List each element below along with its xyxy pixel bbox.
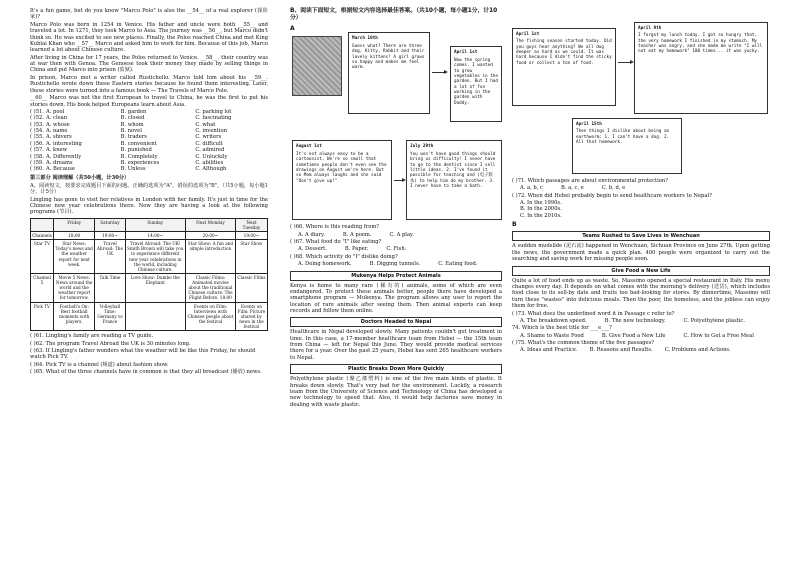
arrow-icon <box>432 72 446 73</box>
table-cell: Pick TV <box>31 302 54 331</box>
answer-options <box>512 200 770 219</box>
diary-entry-april-1-right <box>512 28 616 106</box>
answer-options <box>290 246 502 252</box>
table-cell: 14:00~ <box>125 232 185 240</box>
table-cell: Travel Abroad: The UK <box>95 240 125 274</box>
middle-column <box>290 8 502 409</box>
option-b: B. Unless <box>120 166 146 173</box>
option-c: C. In the 2010s. <box>520 212 562 219</box>
option-a: A. The breakdown speed. <box>520 317 587 324</box>
right-column <box>512 8 770 356</box>
option-a: A. Shame to Waste Food <box>520 332 584 339</box>
section-instructions: A、阅读短文，按要求完成题目下面的问题。正确的选项为"A"，错误的选项为"B"。（共5小题，每小题1分，计5分） <box>30 182 268 196</box>
diary-text: You won't have good things should bring us difficulty! I never have to go to the dentist since I sell little ideas. 2. I've found it possible for teaching and (电子版本) to help him do my brother. 3. I never have to take a bath. <box>410 151 496 189</box>
table-cell: Events on Film: Picture shared by news in the festival <box>235 302 267 331</box>
diary-date: April 15th <box>576 122 602 127</box>
option-a: A. whose <box>46 121 70 128</box>
earthworm-photo <box>292 36 342 96</box>
option-number: ( )54. <box>30 128 44 135</box>
option-a: A. A diary. <box>298 231 325 238</box>
option-b: B. Give Food a New Life <box>601 332 666 339</box>
diary-date: March 10th <box>352 36 378 42</box>
passage-text: A sudden mudslide (泥石流) happened in Wenchuan, Sichuan Province on June 27th. Upon getting the news, the government made a quick plan. 400 people were organized to carry out the searching and saving work for missing people soon. <box>512 243 770 263</box>
question: ( )63. If Lingling's father wonders what the weather will be like this Friday, he should watch Pick TV. <box>30 347 256 361</box>
option-a: A. shivers <box>46 134 72 141</box>
option-c: C. admired <box>195 147 225 154</box>
table-row <box>31 273 268 302</box>
passage-text: Kenya is home to many rare (稀有的) animals, some of which are even endangered. To protect these animals better, people there have developed a smartphone program — Mukenya. The program allows any user to report the location of rare animals after seeing them. Then animal experts can keep records and follow them online. <box>290 282 502 314</box>
passage-title: Teams Rushed to Save Lives in Wenchuan <box>512 231 770 241</box>
table-cell: Love Show: Dumbo the Elephant <box>125 273 185 302</box>
diary-text: It's not always easy to be a cartoonist. We're so small that sometimes people don't even see the drawings on August we're here. But so Mom always laughs and she said "Don't give up!" <box>296 151 387 184</box>
option-number: ( )59. <box>30 159 44 166</box>
passage-letter-a: A <box>290 25 295 33</box>
cloze-paragraph-4: __60__ Marco was not the first European to travel to China, he was the first to put his stories down. His book helped Europeans learn about Asia. <box>30 95 268 108</box>
answer-options <box>512 318 770 324</box>
comic-row-right-bottom <box>512 118 770 178</box>
question: 74. Which is the best title for ___e___? <box>512 325 612 332</box>
option-b: B. Completely <box>120 153 158 160</box>
option-c: C. difficult <box>195 140 223 147</box>
diary-text: I forgot my lunch today. I got so hungry that, the very homework I finished in my stomach. My teacher was angry, and she made me write "I will not eat my homework" 100 times... it was yucky. <box>638 33 763 55</box>
option-a: A. dreams <box>46 159 73 166</box>
answer-options <box>512 333 770 339</box>
table-cell: Star Show <box>235 240 267 274</box>
table-cell: Volleyball Time: Germany vs France <box>95 302 125 331</box>
option-number: ( )55. <box>30 134 44 141</box>
option-a: A. a, b, c <box>520 185 543 192</box>
cloze-options <box>30 109 268 172</box>
question: ( )75. What's the common theme of the five passages? <box>512 339 655 346</box>
option-number: ( )53. <box>30 121 44 128</box>
diary-entry-april-15 <box>572 118 682 174</box>
answer-options <box>290 232 502 238</box>
table-cell: Star News: Today's news and the weather report for next week. <box>53 240 94 274</box>
diary-text: Guess what? There are three dog, Kitty, Rabbit and their lovely kittens! A girl grows so happy and makes me feel warm. <box>352 43 425 71</box>
table-cell: 20:00~ <box>185 232 235 240</box>
question: ( )67. What food do "I" like eating? <box>290 239 382 246</box>
table-cell: Classic Films: Animated movies about the traditional Chinese culture. The Flight Before, 18:00 <box>185 273 235 302</box>
option-c: C. invention <box>195 128 227 135</box>
option-a: A. Doing homework. <box>298 261 352 268</box>
question: ( )71. Which passages are about environmental protection? <box>512 178 668 184</box>
option-b: B. a, c, e <box>560 185 584 192</box>
option-b: B. The new technology. <box>604 317 666 324</box>
answer-options <box>512 347 770 353</box>
option-c: C. abilities <box>195 159 224 166</box>
option-b: B. whom <box>120 121 144 128</box>
option-number: ( )60. <box>30 166 44 173</box>
table-cell: Events on Film: Interviews with Chinese people about the festival <box>185 302 235 331</box>
table-cell <box>125 302 185 331</box>
section-heading-b: B、阅读下面短文，根据短文内容选择最佳答案。（共10小题，每小题1分，计10分） <box>290 8 498 22</box>
option-a: A. knew <box>46 147 68 154</box>
diary-date: April 1st <box>454 50 478 56</box>
option-number: ( )57. <box>30 147 44 154</box>
table-header <box>31 218 54 231</box>
question: ( )62. The program Travel Abroad the UK is 30 minutes long. <box>30 340 191 347</box>
diary-entry-august <box>292 140 392 220</box>
passage-title: Plastic Breaks Down More Quickly <box>290 364 502 374</box>
diary-entry-july <box>406 140 502 220</box>
option-b: B. closed <box>120 115 145 122</box>
option-b: B. novel <box>120 128 142 135</box>
option-c: C. How to Get a Free Meal <box>683 332 754 339</box>
table-cell: Star TV <box>31 240 54 274</box>
question: ( )65. What of the three channels have in common is that they all broadcast (播放) news. <box>30 368 262 375</box>
option-c: C. b, d, e <box>601 185 626 192</box>
table-row <box>31 232 268 240</box>
question: ( )73. What does the underlined word it in Passage c refer to? <box>512 310 675 317</box>
option-b: B. traders <box>120 134 147 141</box>
table-cell: 18:00 <box>53 232 94 240</box>
option-b: B. In the 2000s. <box>520 206 562 213</box>
passage-text: Healthcare in Nepal developed slowly. Many patients couldn't get treatment in time. In this case, a 17-member healthcare team from Hebei — the 15th team from China — left for Nepal this June. They would provide medical services there for a year. Over the past 25 years, Hebei has sent 265 healthcare workers to Nepal. <box>290 329 502 361</box>
question: ( )64. Pick TV is a channel (频道) about fashion show. <box>30 361 169 368</box>
table-header: Next Monday <box>185 218 235 231</box>
table-header: Saturday <box>95 218 125 231</box>
option-b: B. experiences <box>120 159 160 166</box>
option-c: C. Problems and Actions. <box>664 347 731 354</box>
diary-date: April 9th <box>638 26 662 31</box>
table-row <box>31 240 268 274</box>
question: ( )68. Which activity do "I" dislike doing? <box>290 253 398 260</box>
left-column <box>30 8 268 376</box>
option-number: ( )52. <box>30 115 44 122</box>
option-c: C. fascinating <box>195 115 232 122</box>
diary-entry-april-9 <box>634 22 768 114</box>
table-header-row <box>31 218 268 231</box>
diary-date: April 1st <box>516 32 540 37</box>
tv-guide-table <box>30 218 268 331</box>
diary-entry-april-1 <box>450 46 502 122</box>
table-cell: Channel 5 <box>31 273 54 302</box>
passage-title: Give Food a New Life <box>512 266 770 276</box>
diary-entry-march <box>348 32 430 114</box>
option-b: B. garden <box>120 109 147 116</box>
option-c: C. Although <box>195 166 227 173</box>
table-row <box>31 302 268 331</box>
option-c: C. writers <box>195 134 222 141</box>
option-b: B. punished <box>120 147 152 154</box>
diary-text: Then things I dislike about being an earthworm: 1. I can't have a dog. 2. All that homework. <box>576 129 670 146</box>
comic-row-top <box>290 32 502 140</box>
table-cell: Star Show: A fun and simple introduction <box>185 240 235 274</box>
option-a: A. In the 1990s. <box>520 200 562 207</box>
passage-title: Mukenya Helps Protect Animals <box>290 271 502 281</box>
cloze-paragraph-2: After living in China for 17 years, the Polos returned to Venice. __58__, their country was at war then with Genoa. The Genoese took their money they made by selling things in China and put Marco into prison (监狱). <box>30 54 268 74</box>
option-a: A. clean <box>46 115 68 122</box>
passage-letter-b: B <box>512 221 517 229</box>
arrow-icon <box>394 180 404 181</box>
tv-guide-intro: Lingling has gone to visit her relatives in London with her family. It's just in time for the Chinese new year celebrations there. Now they are having a look at the following programs (节目). <box>30 196 268 216</box>
table-cell: Football's On: Best football moments with players. <box>53 302 94 331</box>
comic-row-right-top <box>512 22 770 118</box>
cloze-paragraph-1: Marco Polo was born in 1254 in Venice. His father and uncle were both __55__ and traveled a lot. In 1271, they took Marco to Asia. The journey was __56__, but Marco didn't think so. He was excited to see new places. Finally, the Polos reached China and met King Kublai Khan who __57__ Marco and asked him to work for him. Because of this job, Marco learned a lot about Chinese culture. <box>30 21 268 54</box>
diary-text: Now the spring comes. I wanted to grow vegetables in the garden. But I had a lot of fun working in the garden with Daddy. <box>454 57 498 106</box>
section-heading: 第三部分 阅读理解（共50小题，计30分） <box>30 174 130 181</box>
answer-options <box>290 261 502 267</box>
option-number: ( )51. <box>30 109 44 116</box>
table-header: Sunday <box>125 218 185 231</box>
table-header: Next Tuesday <box>235 218 267 231</box>
option-c: C. parking lot <box>195 109 232 116</box>
cloze-intro: It's a fun game, but do you know "Marco Polo" is also the __54__ of a real explorer (探险家)? <box>30 8 268 21</box>
cloze-paragraph-3: In prison, Marco met a writer called Rustichello. Marco told him about his __59__. Rustichello wrote down these Eastern stories because he found them interesting. Later, these stories were turned into a famous book — The Travels of Marco Polo. <box>30 75 268 94</box>
option-a: A. Dessert. <box>298 246 327 253</box>
option-c: C. what <box>195 121 216 128</box>
question: ( )61. Lingling's family are reading a TV guide. <box>30 333 154 340</box>
option-a: A. pool <box>46 109 65 116</box>
option-a: A. Differently <box>46 153 82 160</box>
option-b: B. Reasons and Results. <box>589 347 653 354</box>
passage-text: Polyethylene plastic (聚乙烯塑料) is one of the five main kinds of plastic. It breaks down slowly. That's very bad for the environment. Luckily, a research team from the University of Science and Technology of China has developed a new technology to speed that. Also, it would help factories save money in dealing with waste plastic. <box>290 376 502 408</box>
option-c: C. A play. <box>389 231 414 238</box>
option-c: C. Eating food. <box>438 261 478 268</box>
answer-options <box>512 185 770 191</box>
table-cell: Channels <box>32 233 52 239</box>
option-b: B. Paper. <box>344 246 369 253</box>
option-a: A. Because <box>46 166 75 173</box>
option-a: A. Ideas and Practice. <box>520 347 578 354</box>
table-cell: Movie 5 News: News around the world and the weather report for tomorrow. <box>53 273 94 302</box>
option-b: B. Digging tunnels. <box>369 261 421 268</box>
table-header: Friday <box>53 218 94 231</box>
option-number: ( )58. <box>30 153 44 160</box>
question: ( )72. When did Hebei probably begin to send healthcare workers to Nepal? <box>512 192 712 199</box>
option-a: A. interesting <box>46 140 82 147</box>
question: ( )66. Where is this reading from? <box>290 224 380 231</box>
diary-text: The fishing season started today. Did you guys hear anything? We all dug deeper as hard as we could. It was hard because I didn't find the sticky food or collect a ton of food. <box>516 39 612 66</box>
option-c: C. Fish. <box>386 246 407 253</box>
option-a: A. name <box>46 128 68 135</box>
option-b: B. A poem. <box>342 231 372 238</box>
diary-date: August 1st <box>296 144 322 150</box>
comic-row-bottom <box>290 140 502 224</box>
table-cell: Classic Films <box>235 273 267 302</box>
arrow-icon <box>618 62 632 63</box>
table-cell: Talk Time <box>95 273 125 302</box>
table-cell: 19:00~ <box>235 232 267 240</box>
diary-date: July 29th <box>410 144 434 150</box>
passage-text: Quite a lot of food ends up as waste. So, Massimo opened a special restaurant in Italy. His menu changes every day. It depends on what comes with the morning's delivery (送货), which includes food close to its sell-by date and fruits too bad-looking for stores. By dinnertime, Massimo will turn these "wastes" into delicious meals. Then the poor, the homeless, and the jobless can enjoy them for free. <box>512 277 770 309</box>
table-cell: Travel Abroad: The UK! Smith Brown will take you to experience different new year celebrations in the world, including Chinese culture. <box>125 240 185 274</box>
option-b: B. convenient <box>120 140 157 147</box>
option-c: C. Unluckily <box>195 153 228 160</box>
option-number: ( )56. <box>30 140 44 147</box>
option-c: C. Polyethylene plastic. <box>683 317 745 324</box>
table-cell: 19:00~ <box>95 232 125 240</box>
passage-title: Doctors Headed to Nepal <box>290 317 502 327</box>
